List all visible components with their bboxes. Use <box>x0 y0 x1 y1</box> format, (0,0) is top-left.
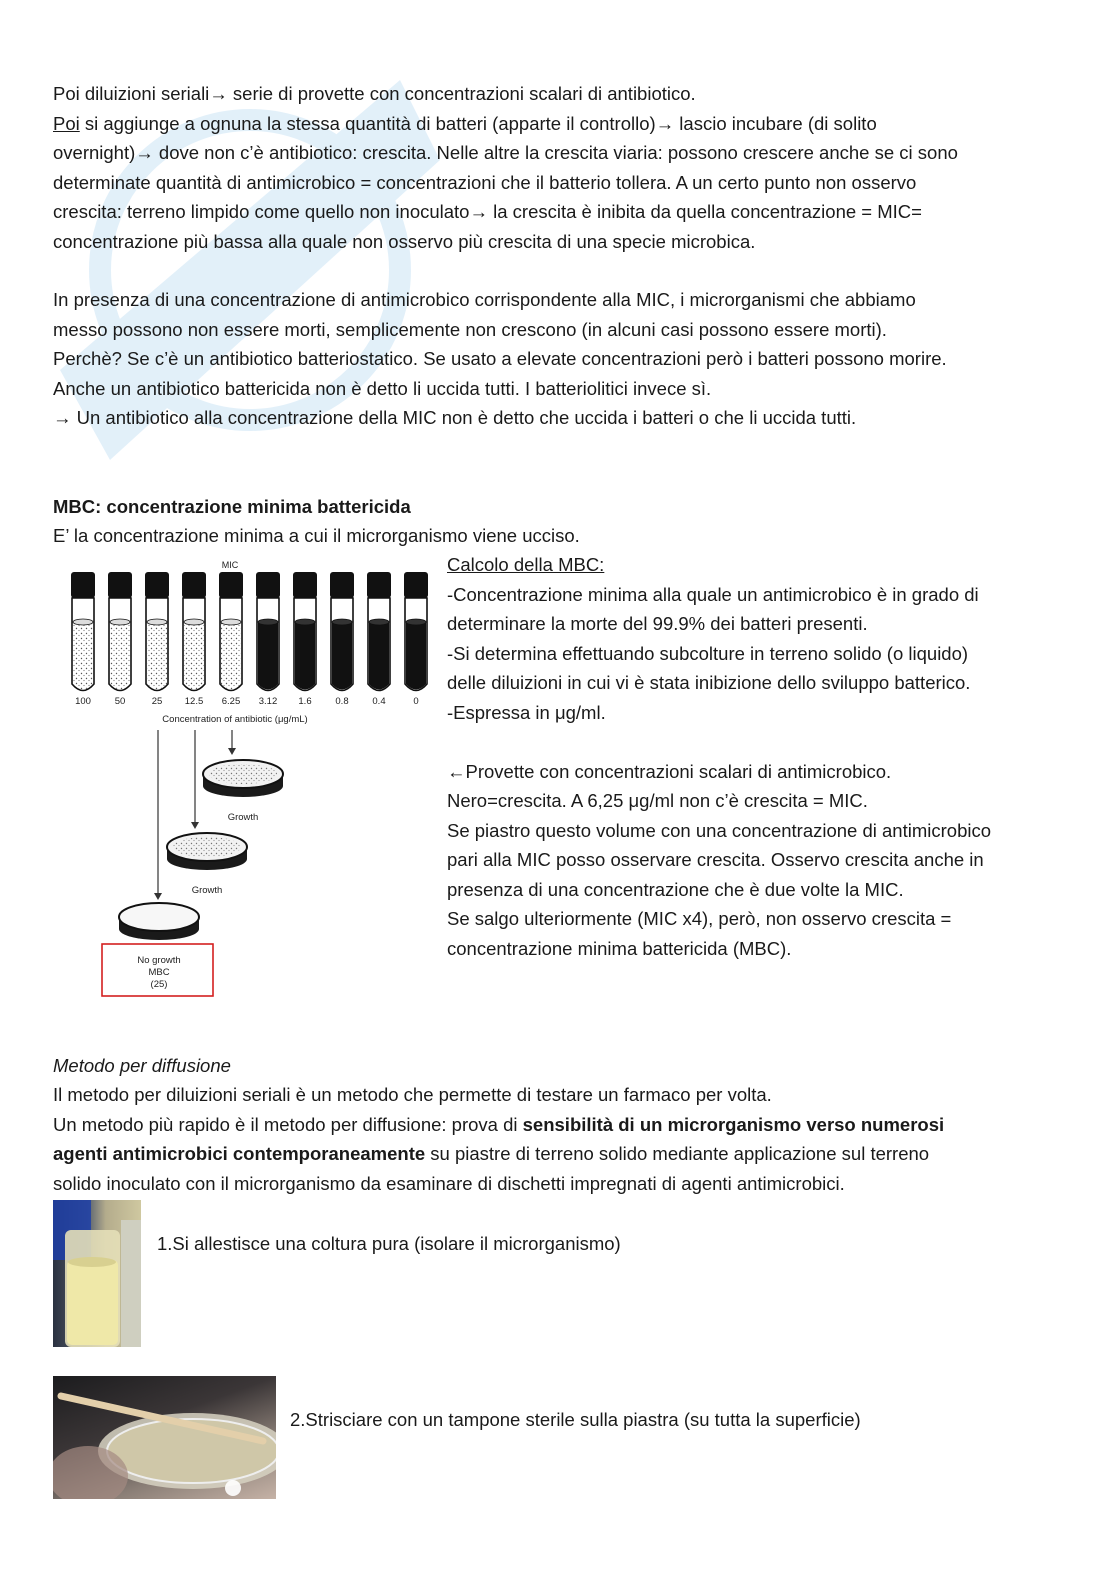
tube-cap <box>182 572 206 598</box>
paragraph-line: concentrazione minima battericida (MBC). <box>447 938 792 959</box>
paragraph-line: Se piastro questo volume con una concentrazione di antimicrobico <box>447 820 992 841</box>
tube-liquid-turbid <box>295 622 315 690</box>
tube-growth <box>293 572 317 691</box>
paragraph-line: Perchè? Se c’è un antibiotico batteriostatico. Se usato a elevate concentrazioni però i batteri possono morire. <box>53 348 947 369</box>
tube-cap <box>71 572 95 598</box>
mbc-label: MBC <box>148 967 170 978</box>
culture-tube-illustration <box>53 1200 141 1347</box>
paragraph-text: Un metodo più rapido è il metodo per diffusione: prova di <box>53 1114 523 1135</box>
tube-clear <box>219 572 243 691</box>
paragraph-line: pari alla MIC posso osservare crescita. Osservo crescita anche in <box>447 849 984 870</box>
paragraph-line: → Un antibiotico alla concentrazione della MIC non è detto che uccida i batteri o che li uccida tutti. <box>53 407 857 428</box>
axis-label: Concentration of antibiotic (μg/mL) <box>162 714 308 725</box>
tube-growth <box>256 572 280 691</box>
tube-meniscus <box>110 619 130 625</box>
tube-growth <box>330 572 354 691</box>
paragraph-line: crescita: terreno limpido come quello non inoculato→ la crescita è inibita da quella concentrazione = MIC= <box>53 201 922 222</box>
paragraph-line <box>53 1110 944 1140</box>
tube-row <box>71 572 428 691</box>
tube-meniscus <box>184 619 204 625</box>
subheading: Calcolo della MBC: <box>447 554 605 575</box>
concentration-tick-label: 3.12 <box>258 696 278 707</box>
tube-meniscus <box>295 619 315 625</box>
tube-clear <box>108 572 132 691</box>
paragraph-line: -Espressa in μg/ml. <box>447 702 606 723</box>
culture-tube-photo <box>53 1200 141 1347</box>
paragraph-line: delle diluizioni in cui vi è stata inibizione dello sviluppo batterico. <box>447 672 971 693</box>
petri-dish-no-growth <box>119 903 199 940</box>
paragraph-line: Nero=crescita. A 6,25 μg/ml non c’è crescita = MIC. <box>447 790 868 811</box>
step-text: 1.Si allestisce una coltura pura (isolare il microrganismo) <box>157 1233 621 1254</box>
concentration-tick-label: 6.25 <box>221 696 241 707</box>
tube-meniscus <box>73 619 93 625</box>
paragraph-line: determinate quantità di antimicrobico = concentrazioni che il batterio tollera. A un certo punto non osservo <box>53 172 917 193</box>
paragraph-line: determinare la morte del 99.9% dei batteri presenti. <box>447 613 868 634</box>
growth-label-1: Growth <box>227 812 259 823</box>
paragraph-line: In presenza di una concentrazione di antimicrobico corrispondente alla MIC, i microrganismi che abbiamo <box>53 289 916 310</box>
concentration-tick-label: 1.6 <box>298 696 312 707</box>
section-title: Metodo per diffusione <box>53 1055 231 1076</box>
swab-plate-photo <box>53 1376 276 1499</box>
paragraph-line: concentrazione più bassa alla quale non osservo più crescita di una specie microbica. <box>53 231 756 252</box>
paragraph-line: Poi diluizioni seriali→ serie di provette con concentrazioni scalari di antibiotico. <box>53 83 696 104</box>
paragraph-line: messo possono non essere morti, semplicemente non crescono (in alcuni casi possono essere morti). <box>53 319 887 340</box>
paragraph-line: solido inoculato con il microrganismo da esaminare di dischetti impregnati di agenti antimicrobici. <box>53 1173 845 1194</box>
petri-dish-growth-1 <box>203 760 283 797</box>
paragraph-line: overnight)→ dove non c’è antibiotico: crescita. Nelle altre la crescita viaria: possono crescere anche se ci sono <box>53 142 958 163</box>
concentration-tick-label: 0.8 <box>335 696 349 707</box>
tube-cap <box>367 572 391 598</box>
tube-meniscus <box>221 619 241 625</box>
concentration-tick-label: 0.4 <box>372 696 386 707</box>
tube-cap <box>293 572 317 598</box>
bold-text: sensibilità di un microrganismo verso numerosi <box>522 1114 945 1135</box>
paragraph-text: si aggiunge a ognuna la stessa quantità di batteri (apparte il controllo)→ lascio incubare (di solito <box>79 113 877 134</box>
concentration-tick-label: 25 <box>151 696 163 707</box>
tube-cap <box>404 572 428 598</box>
bold-text: agenti antimicrobici contemporaneamente <box>53 1143 426 1164</box>
no-growth-label: No growth <box>137 955 181 966</box>
paragraph-line: -Si determina effettuando subcolture in terreno solido (o liquido) <box>447 643 969 664</box>
paragraph-line: -Concentrazione minima alla quale un antimicrobico è in grado di <box>447 584 979 605</box>
mic-label: MIC <box>221 560 239 570</box>
tube-clear <box>182 572 206 691</box>
tube-clear <box>145 572 169 691</box>
paragraph-line: Se salgo ulteriormente (MIC x4), però, non osservo crescita = <box>447 908 952 929</box>
concentration-tick-label: 100 <box>75 696 91 707</box>
tube-liquid-turbid <box>258 622 278 690</box>
tube-meniscus <box>332 619 352 625</box>
tube-cap <box>145 572 169 598</box>
paragraph-line: Il metodo per diluizioni seriali è un metodo che permette di testare un farmaco per volta. <box>53 1084 772 1105</box>
swab-plate-illustration <box>53 1376 276 1499</box>
tube-cap <box>330 572 354 598</box>
tube-cap <box>256 572 280 598</box>
concentration-tick-label: 0 <box>413 696 419 707</box>
paragraph-line <box>53 1139 929 1169</box>
tube-meniscus <box>258 619 278 625</box>
arrow-head <box>154 893 162 900</box>
tube-growth <box>367 572 391 691</box>
mbc-value-label: (25) <box>150 979 168 990</box>
tube-growth <box>404 572 428 691</box>
paragraph-line: E’ la concentrazione minima a cui il microrganismo viene ucciso. <box>53 525 580 546</box>
tube-liquid-clear <box>147 622 167 690</box>
section-heading: MBC: concentrazione minima battericida <box>53 496 411 517</box>
tube-cap <box>108 572 132 598</box>
mbc-diagram <box>55 552 440 1007</box>
concentration-labels <box>75 696 419 707</box>
tube-liquid-turbid <box>332 622 352 690</box>
tube-liquid-clear <box>110 622 130 690</box>
paragraph-line <box>53 109 877 139</box>
step-text: 2.Strisciare con un tampone sterile sulla piastra (su tutta la superficie) <box>290 1409 861 1430</box>
tube-liquid-turbid <box>369 622 389 690</box>
tube-meniscus <box>406 619 426 625</box>
paragraph-line: presenza di una concentrazione che è due volte la MIC. <box>447 879 904 900</box>
tube-liquid-clear <box>221 622 241 690</box>
arrow-head <box>191 822 199 829</box>
tube-meniscus <box>369 619 389 625</box>
concentration-tick-label: 12.5 <box>184 696 204 707</box>
tube-liquid-clear <box>184 622 204 690</box>
tube-clear <box>71 572 95 691</box>
paragraph-text: su piastre di terreno solido mediante applicazione sul terreno <box>425 1143 930 1164</box>
arrow-head <box>228 748 236 755</box>
petri-dish-growth-2 <box>167 833 247 870</box>
concentration-tick-label: 50 <box>114 696 126 707</box>
tube-liquid-turbid <box>406 622 426 690</box>
tube-cap <box>219 572 243 598</box>
paragraph-line: Anche un antibiotico battericida non è detto li uccida tutti. I batteriolitici invece sì. <box>53 378 712 399</box>
growth-label-2: Growth <box>191 885 223 896</box>
tube-meniscus <box>147 619 167 625</box>
paragraph-line: ←Provette con concentrazioni scalari di antimicrobico. <box>447 761 892 782</box>
underlined-word: Poi <box>53 113 80 134</box>
tube-liquid-clear <box>73 622 93 690</box>
